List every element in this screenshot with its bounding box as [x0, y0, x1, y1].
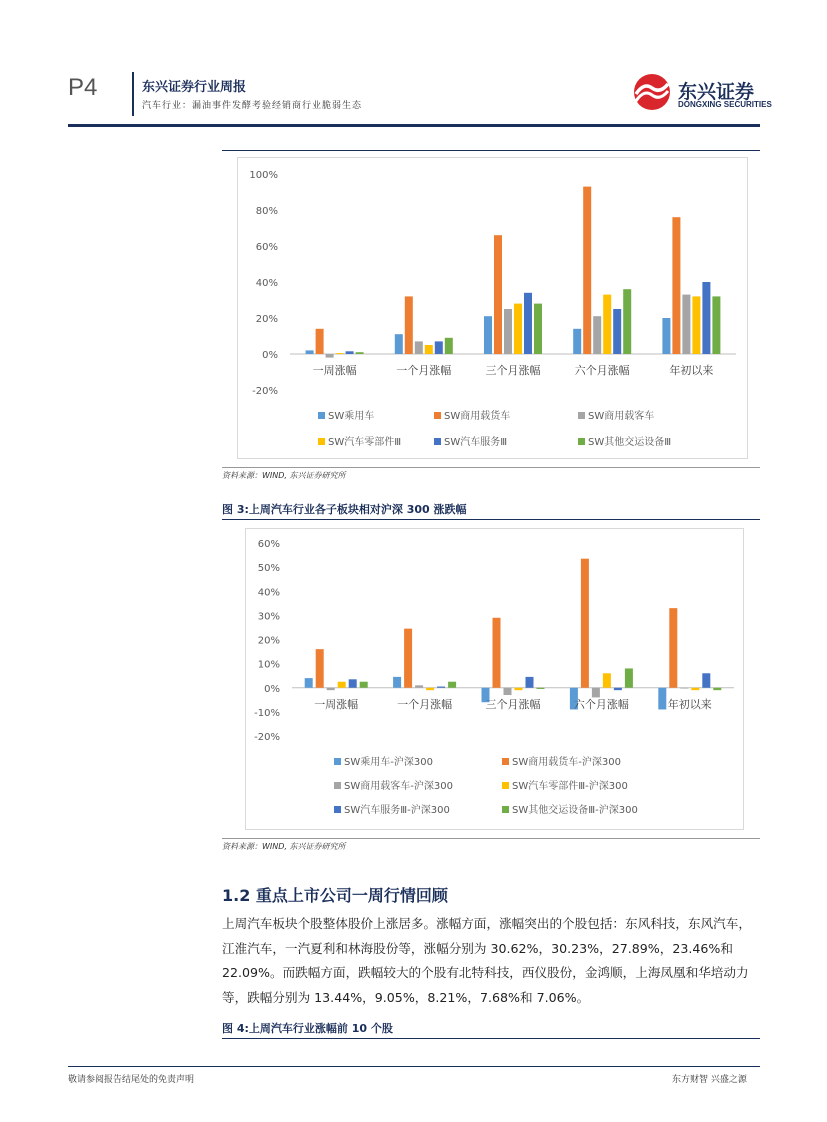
- chart-2-frame: [245, 528, 744, 830]
- bar-1-4-2: [524, 293, 532, 354]
- footer-slogan: 东方财智 兴盛之源: [672, 1075, 747, 1085]
- bar-2-5-1: [448, 682, 456, 688]
- bar-1-0-0: [306, 350, 314, 354]
- bar-2-4-1: [437, 687, 445, 688]
- bar-1-3-4: [692, 296, 700, 354]
- bar-1-0-3: [573, 329, 581, 354]
- bar-2-4-3: [614, 688, 622, 690]
- y-tick-label: -20%: [252, 386, 278, 397]
- legend-label: SW商用载货车: [444, 411, 511, 422]
- y-tick-label: 60%: [255, 242, 278, 253]
- legend-swatch: [578, 438, 585, 445]
- bar-1-0-4: [662, 318, 670, 354]
- bar-2-5-2: [537, 688, 545, 689]
- figure-3-source: 资料来源：WIND, 东兴证券研究所: [222, 842, 346, 851]
- y-tick-label: 40%: [255, 278, 278, 289]
- bar-2-3-3: [603, 673, 611, 687]
- bar-2-1-0: [316, 649, 324, 688]
- legend-label: SW商用载客车-沪深300: [344, 781, 453, 792]
- bar-1-2-2: [504, 309, 512, 354]
- bar-2-3-1: [426, 688, 434, 690]
- bar-2-2-2: [504, 688, 512, 695]
- bar-2-3-2: [515, 688, 523, 690]
- bar-2-0-0: [305, 678, 313, 688]
- bar-2-1-3: [581, 559, 589, 688]
- legend-swatch: [578, 412, 585, 419]
- category-label: 六个月涨幅: [574, 364, 630, 377]
- legend-swatch: [318, 438, 325, 445]
- bar-2-3-0: [338, 682, 346, 688]
- legend-swatch: [434, 412, 441, 419]
- bar-2-0-1: [393, 677, 401, 688]
- legend-label: SW商用载货车-沪深300: [512, 757, 621, 768]
- y-tick-label: 10%: [257, 659, 280, 671]
- section-heading: 1.2 重点上市公司一周行情回顾: [222, 886, 448, 905]
- bar-1-4-0: [346, 351, 354, 354]
- bar-1-5-0: [356, 352, 364, 354]
- legend-label: SW汽车零部件Ⅲ: [328, 437, 402, 448]
- footer-disclaimer: 敬请参阅报告结尾处的免责声明: [68, 1075, 195, 1085]
- bar-1-4-3: [613, 309, 621, 354]
- legend-label: SW汽车服务Ⅲ-沪深300: [344, 805, 450, 816]
- bar-1-2-4: [682, 295, 690, 354]
- legend-swatch: [502, 806, 509, 813]
- figure-4-caption: 图 4:上周汽车行业涨幅前 10 个股: [222, 1022, 393, 1035]
- figure-3-caption: 图 3:上周汽车行业各子板块相对沪深 300 涨跌幅: [222, 503, 467, 516]
- bar-2-4-0: [349, 679, 357, 687]
- bar-1-1-1: [405, 296, 413, 354]
- bar-1-5-2: [534, 304, 542, 354]
- source-rule-2: [222, 838, 760, 839]
- y-tick-label: 0%: [262, 350, 278, 361]
- bar-1-0-1: [395, 334, 403, 354]
- bar-2-2-0: [327, 688, 335, 690]
- category-label: 一个月涨幅: [397, 698, 453, 711]
- bar-1-4-1: [435, 341, 443, 354]
- category-label: 一个月涨幅: [396, 364, 452, 377]
- y-tick-label: 20%: [257, 635, 280, 647]
- category-label: 一周涨幅: [314, 698, 359, 711]
- bar-2-0-4: [658, 688, 666, 710]
- bar-1-1-2: [494, 235, 502, 354]
- bar-2-5-4: [713, 688, 721, 690]
- page-number: P4: [68, 74, 98, 101]
- y-tick-label: 20%: [255, 314, 278, 325]
- legend-swatch: [334, 782, 341, 789]
- report-subtitle: 汽车行业：漏油事件发酵考验经销商行业脆弱生态: [142, 101, 363, 111]
- bar-2-1-1: [404, 629, 412, 688]
- category-label: 六个月涨幅: [573, 698, 629, 711]
- bar-2-1-4: [669, 608, 677, 688]
- legend-swatch: [318, 412, 325, 419]
- footer-rule: [68, 1066, 760, 1067]
- bar-1-2-3: [593, 316, 601, 354]
- y-tick-label: 40%: [257, 587, 280, 599]
- bar-1-2-1: [415, 341, 423, 354]
- bar-1-0-2: [484, 316, 492, 354]
- y-tick-label: 50%: [257, 563, 280, 575]
- logo-english: DONGXING SECURITIES: [678, 100, 772, 109]
- bar-2-3-4: [691, 688, 699, 690]
- bar-1-5-4: [712, 296, 720, 354]
- chart-1-frame: [237, 157, 748, 459]
- bar-1-3-1: [425, 345, 433, 354]
- chart-2: [246, 529, 743, 829]
- section-paragraph: 上周汽车板块个股整体股价上涨居多。涨幅方面，涨幅突出的个股包括：东风科技，东风汽车，江淮汽车，一汽夏利和林海股份等，涨幅分别为 30.62%，30.23%，27.89%，23.46%和 22.09%。而跌幅方面，跌幅较大的个股有北特科技，西仪股份，金鸿顺，上海凤凰和华培动力等，跌幅分别为 13.44%，9.05%，8.21%，7.68%和 7.06%。: [222, 916, 751, 1005]
- figure-2-source: 资料来源：WIND, 东兴证券研究所: [222, 471, 346, 480]
- bar-1-3-0: [336, 353, 344, 354]
- legend-label: SW汽车服务Ⅲ: [444, 437, 508, 448]
- bar-2-4-4: [702, 673, 710, 687]
- legend-swatch: [502, 782, 509, 789]
- legend-swatch: [502, 758, 509, 765]
- legend-label: SW商用载客车: [588, 411, 655, 422]
- chart-1: [238, 158, 747, 458]
- y-tick-label: 30%: [257, 611, 280, 623]
- category-label: 三个月涨幅: [485, 698, 541, 711]
- source-rule: [222, 467, 760, 468]
- report-title: 东兴证券行业周报: [142, 80, 247, 95]
- bar-1-5-1: [445, 338, 453, 354]
- y-tick-label: 100%: [249, 170, 278, 181]
- bar-2-5-0: [360, 682, 368, 688]
- bar-1-2-0: [326, 354, 334, 358]
- bar-1-5-3: [623, 289, 631, 354]
- figure-3-top-rule: [222, 519, 760, 520]
- category-label: 一周涨幅: [312, 364, 357, 377]
- legend-swatch: [334, 806, 341, 813]
- category-label: 年初以来: [669, 364, 714, 377]
- header-rule: [68, 124, 760, 127]
- y-tick-label: 80%: [255, 206, 278, 217]
- bar-2-4-2: [526, 677, 534, 688]
- legend-label: SW其他交运设备Ⅲ-沪深300: [512, 805, 638, 816]
- bar-1-1-4: [672, 217, 680, 354]
- header-divider: [132, 72, 134, 116]
- bar-2-5-3: [625, 668, 633, 687]
- bar-1-1-3: [583, 187, 591, 354]
- bar-2-2-3: [592, 688, 600, 698]
- y-tick-label: -10%: [254, 707, 280, 719]
- bar-2-1-2: [493, 618, 501, 688]
- legend-label: SW其他交运设备Ⅲ: [588, 437, 672, 448]
- bar-1-1-0: [316, 329, 324, 354]
- y-tick-label: 60%: [257, 539, 280, 550]
- y-tick-label: 0%: [264, 683, 280, 695]
- figure-4-top-rule: [222, 1038, 760, 1039]
- legend-swatch: [434, 438, 441, 445]
- category-label: 年初以来: [667, 698, 712, 711]
- dongxing-logo-icon: [630, 72, 676, 112]
- bar-1-3-3: [603, 295, 611, 354]
- y-tick-label: -20%: [254, 732, 280, 743]
- category-label: 三个月涨幅: [485, 364, 541, 377]
- legend-swatch: [334, 758, 341, 765]
- legend-label: SW汽车零部件Ⅲ-沪深300: [512, 781, 628, 792]
- figure-top-rule: [222, 150, 760, 151]
- logo-name: 东兴证券: [678, 81, 755, 103]
- bar-1-4-4: [702, 282, 710, 354]
- bar-2-2-1: [415, 685, 423, 687]
- legend-label: SW乘用车: [328, 411, 375, 422]
- bar-2-2-4: [680, 688, 688, 689]
- legend-label: SW乘用车-沪深300: [344, 757, 433, 768]
- bar-1-3-2: [514, 304, 522, 354]
